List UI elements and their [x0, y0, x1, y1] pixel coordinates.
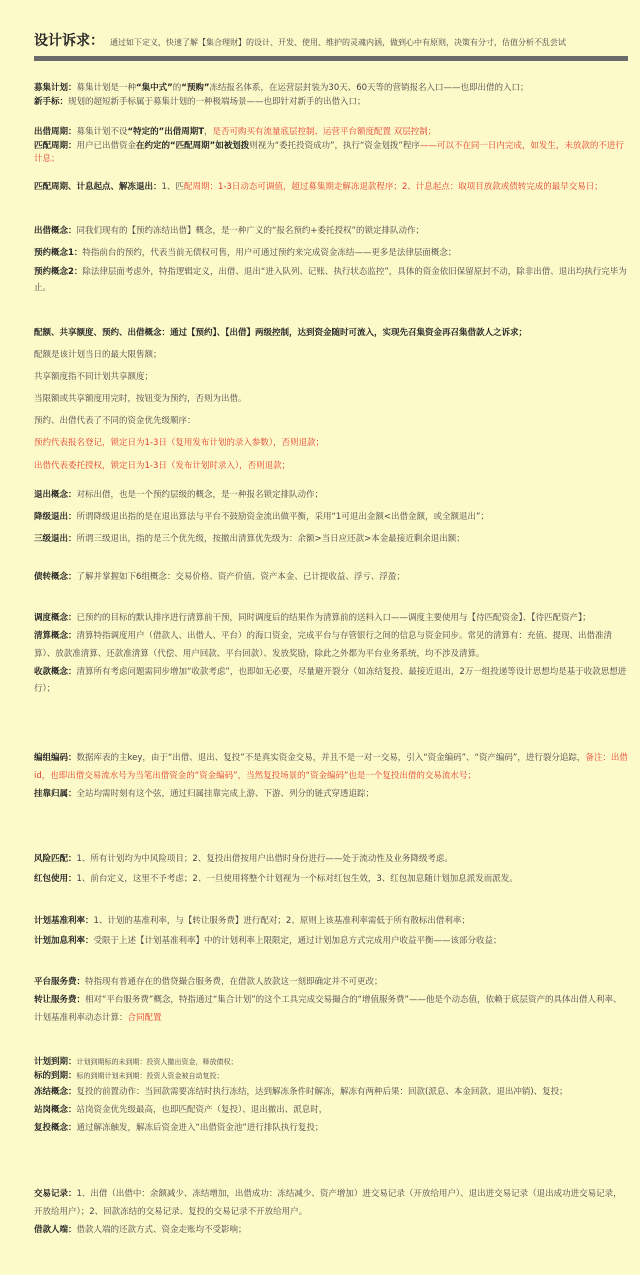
header-text: 通过如下定义，快速了解【集合理财】的设计、开发、使用、维护的灵魂内涵，做到心中有原则，决策有分寸，估值分析不乱尝试 [110, 38, 566, 47]
match-line: 匹配周期：用户已出借资金在约定的“匹配周期”如被划拨则视为“委托投资成功”，执行“资金划拨”程序——可以不在同一日内完成，如发生，未放款的不进行计息； [34, 140, 624, 165]
lend-line: 出借周期：募集计划不设“特定的”出借周期T，是否可购买有流量底层控制、运营平台额度配置 双层控制； [34, 127, 437, 137]
section-debt-transfer: 债转概念：了解并掌握如下6组概念：交易价格、资产价值、资产本金、已计提收益、浮亏、浮盈； [34, 572, 405, 582]
coding-line: 编组编码：数据库表的主key，由于“出借、退出、复投”不是真实资金交易，并且不是一对一交易，引入“资金编码”、“资产编码”，进行裂分追踪，备注：出借id，也即出借交易流水号为当笔出借资金的“资金编码”，当然复投场景的“资金编码”也是一个复投出借的交易流水号； [34, 753, 628, 781]
platform-fee-line: 平台服务费：特指现有普通存在的借贷撮合服务费，在借款人放款这一刻即确定并不可更改； [34, 977, 383, 987]
section-risk [34, 850, 628, 889]
exit-concept-line: 退出概念：对标出借，也是一个预约层级的概念，是一种报名锁定排队动作； [34, 490, 324, 500]
quota-line-3: 当限额或共享额度用完时，按钮变为预约，否则为出借。 [34, 394, 247, 405]
attachment-line: 挂靠归属：全站均需时刻有这个弦，通过归属挂靠完成上游、下游、列分的链式穿透追踪； [34, 788, 375, 799]
borrower-line: 借款人端：借款人端的还款方式、资金走账均不受影响； [34, 1224, 247, 1235]
section-rates [34, 912, 628, 951]
station-line: 站岗概念：站岗资金优先级最高，也即匹配资产（复投）、退出撤出、派息时， [34, 1104, 328, 1115]
quota-heading: 配额、共享额度、预约、出借概念：通过【预约】、【出借】两级控制，达到资金随时可流入，实现先召集资金再召集借款人之诉求； [34, 328, 528, 338]
section-freeze [34, 1084, 628, 1138]
dispatch-line: 调度概念：已预约的目标的默认排序进行清算前干预，同时调度后的结果作为清算前的送料入口——调度主要使用与【待匹配资金】、【待匹配资产】； [34, 613, 591, 623]
three-level-exit-line: 三级退出：所谓三级退出，指的是三个优先级，按撤出清算优先级为：余额>当日应还款>本金最接近剩余退出额； [34, 534, 465, 545]
section-maturity [34, 1056, 628, 1083]
header-divider [34, 56, 628, 61]
quota-red-line-2: 出借代表委托授权，锁定日为1-3日（发布计划时录入），否则退款； [34, 460, 291, 471]
quota-line-4: 预约、出借代表了不同的资金优先级顺序： [34, 416, 196, 427]
plan-maturity-line: 计划到期：计划到期标的未到期：投资人撤出资金，释放债权； [34, 1057, 238, 1067]
collection-line: 收款概念：清算所有考虑问题需同步增加“收款考虑”，也即如无必要，尽量避开裂分（如冻结复投、最接近退出，2万一组投递等设计思想均是基于收款思想进行）； [34, 666, 627, 695]
section-quota [34, 322, 628, 477]
section-trade-records [34, 1186, 628, 1240]
section-coding [34, 750, 628, 804]
raise-line: 募集计划：募集计划是一种“集中式”的“预购”冻结报名体系，在运营层封装为30天、60天等的营销报名入口——也即出借的入口； [34, 83, 529, 93]
quota-red-line-1: 预约代表报名登记，锁定日为1-3日（复用发布计划的录入参数），否则退款； [34, 438, 325, 449]
freeze-line: 冻结概念：复投的前置动作：当回款需要冻结时执行冻结，达到解冻条件时解冻，解冻有两种后果：回款(派息、本金回款、退出冲销)、复投； [34, 1087, 568, 1097]
target-maturity-line: 标的到期：标的到期计划未到期：投资人资金被自动复投； [34, 1070, 224, 1081]
section-raise [34, 82, 628, 109]
transfer-fee-line: 转让服务费：相对“平台服务费”概念，特指通过“集合计划”的这个工具完成交易撮合的“增值服务费”——他是个动态值，依赖于底层资产的具体出借人利率、计划基准利率动态计算：合同配置 [34, 994, 622, 1023]
section-dispatch [34, 610, 628, 699]
section-fees [34, 974, 628, 1028]
lend-concept-line: 出借概念：同我们现有的【预约冻结出借】概念，是一种广义的“报名预约+委托授权”的锁定排队动作； [34, 226, 424, 236]
reserve-concept-2-line: 预约概念2：除法律层面考虑外，特指逻辑定义，出借、退出“进入队列、记账、执行状态监控”，具体的资金依旧保留原封不动，除非出借、退出均执行完毕为止。 [34, 267, 627, 294]
section-lend-period [34, 126, 628, 167]
quota-line-2: 共享额度指不同计划共享额度； [34, 372, 154, 383]
header-title: 设计诉求： [34, 33, 104, 49]
section-lend-concepts [34, 220, 628, 296]
base-rate-line: 计划基准利率：1、计划的基准利率，与【转让服务费】进行配对；2、原则上该基准利率需低于所有散标出借利率； [34, 916, 470, 926]
trade-record-line: 交易记录：1、出借（出借中：余额减少、冻结增加，出借成功：冻结减少、资产增加）进交易记录（开放给用户）、退出进交易记录（退出成功进交易记录，开放给用户）；2、回款冻结的交易记录、复投的交易记录不开放给用户。 [34, 1189, 622, 1217]
downgrade-exit-line: 降级退出：所谓降级退出指的是在退出算法与平台不鼓励资金流出做平衡，采用“1可退出金额<出借金额，或全额退出”； [34, 512, 489, 523]
design-requirement-header [34, 30, 640, 50]
section-exit [34, 484, 628, 550]
quota-line-1: 配额是该计划当日的最大限售额； [34, 350, 162, 361]
novice-line: 新手标：规划的超短新手标属于募集计划的一种极端场景——也即针对新手的出借入口； [34, 96, 366, 107]
clearing-line: 清算概念：清算特指调度用户（借款人、出借人、平台）的海口资金，完成平台与存管银行之间的信息与资金同步。常见的清算有：充值、提现、出借准清算）、放款准清算、还款准清算（代偿、用户回款、平台回款）、发放奖励，除此之外都为平台业务系统，均不涉及清算。 [34, 630, 613, 659]
reserve-concept-1-line: 预约概念1：特指前台的预约，代表当前无债权可售，用户可通过预约来完成资金冻结——更多是法律层面概念； [34, 248, 457, 259]
risk-line: 风险匹配：1、所有计划均为中风险项目；2、复投出借按用户出借时身份进行——处于流动性及业务降级考虑。 [34, 854, 453, 864]
section-match-interest: 匹配周期、计息起点、解冻退出：1、匹配周期：1-3日动态可调值，超过募集期走解冻退款程序；2、计息起点：取项目放款或债转完成的最早交易日； [34, 182, 603, 192]
red-envelope-line: 红包使用：1、前台定义，这里不予考虑；2、一旦使用将整个计划视为一个标对红包生效，3、红包加息随计划加息派发而派发。 [34, 873, 518, 884]
bonus-rate-line: 计划加息利率：受限于上述【计划基准利率】中的计划利率上限限定，通过计划加息方式完成用户收益平衡——该部分收益； [34, 935, 502, 946]
reinvest-line: 复投概念：通过解冻触发，解冻后资金进入“出借资金池”进行排队执行复投； [34, 1122, 324, 1133]
